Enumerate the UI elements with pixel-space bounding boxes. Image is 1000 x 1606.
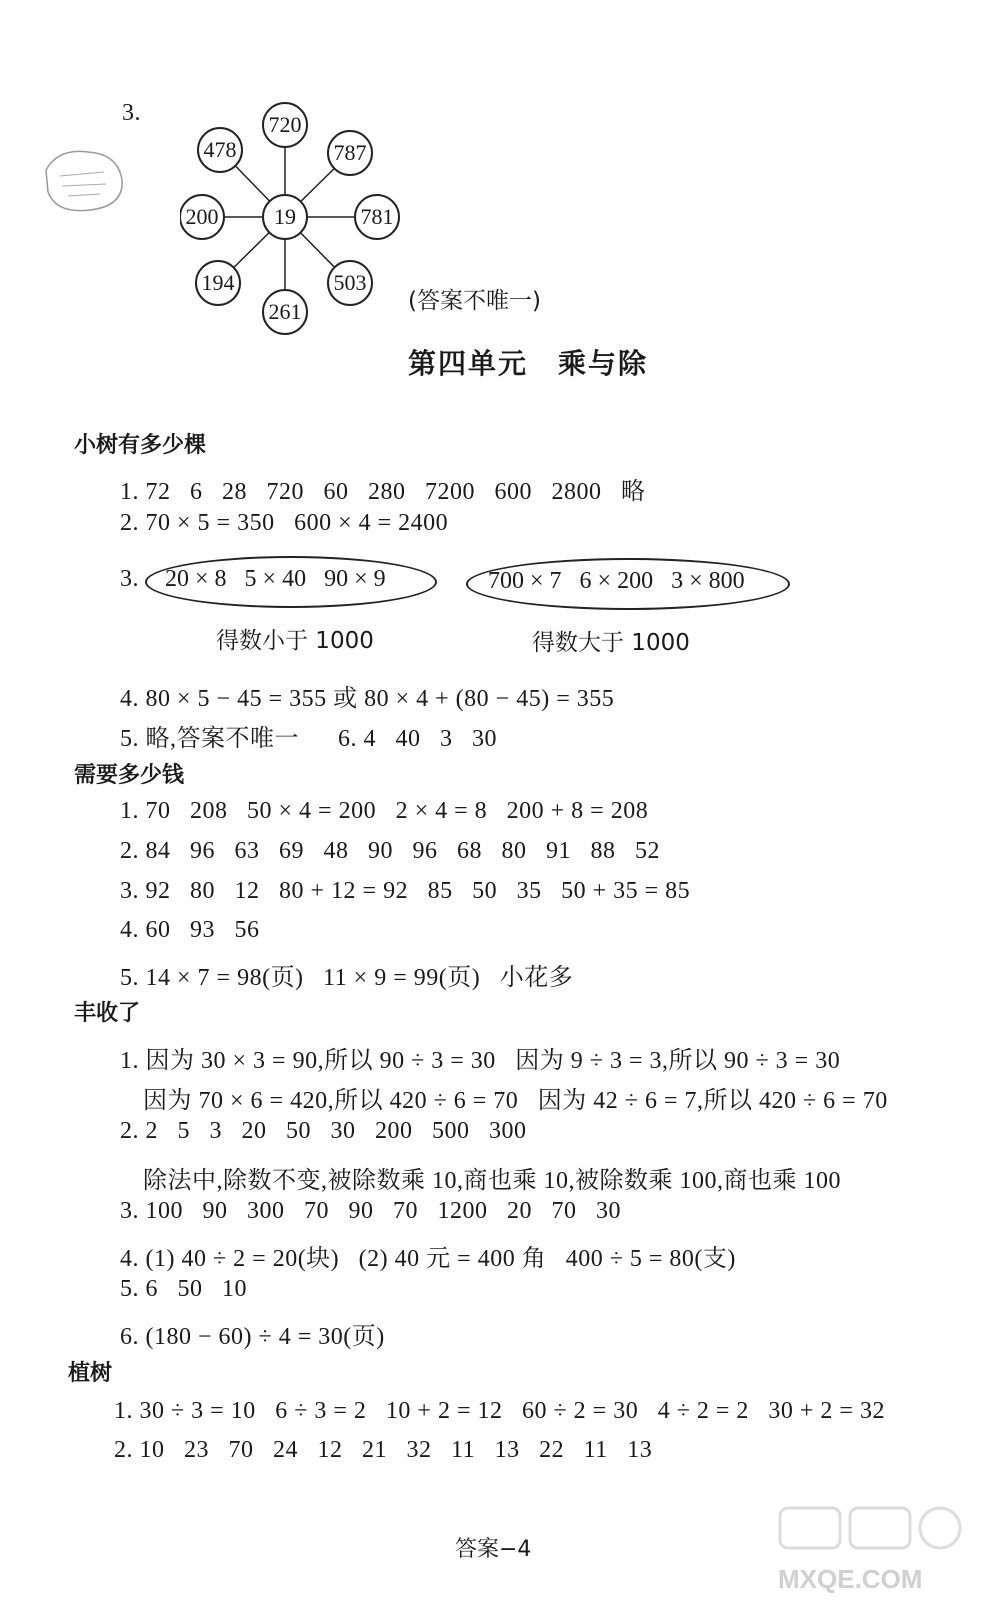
svg-text:720: 720 — [268, 112, 302, 137]
diagram-outer-node — [328, 131, 372, 175]
problem-3-label: 3. — [122, 100, 141, 126]
page-footer: 答案−4 — [455, 1537, 532, 1562]
s2-line-1: 1. 70 208 50 × 4 = 200 2 × 4 = 8 200 + 8 = 208 — [120, 798, 649, 824]
svg-text:19: 19 — [274, 204, 296, 229]
oval-left-text: 20 × 8 5 × 40 90 × 9 — [165, 566, 386, 592]
s3-line-4: 4. (1) 40 ÷ 2 = 20(块) (2) 40 元 = 400 角 400 ÷ 5 = 80(支) — [120, 1246, 736, 1272]
section-title-4: 植树 — [68, 1361, 113, 1386]
caption-greater-than-1000: 得数大于 1000 — [532, 630, 690, 656]
svg-text:200: 200 — [185, 204, 219, 229]
diagram-outer-node — [198, 128, 242, 172]
watermark-logo — [750, 1506, 980, 1596]
s1-line-1: 1. 72 6 28 720 60 280 7200 600 2800 略 — [120, 479, 646, 505]
s3-line-1: 1. 因为 30 × 3 = 90,所以 90 ÷ 3 = 30 因为 9 ÷ 3 = 3,所以 90 ÷ 3 = 30 — [120, 1048, 841, 1074]
s2-line-4: 4. 60 93 56 — [120, 917, 260, 943]
s1-line-3-label: 3. — [120, 566, 139, 592]
number-star-diagram — [180, 95, 420, 335]
s2-line-2: 2. 84 96 63 69 48 90 96 68 80 91 88 52 — [120, 838, 660, 864]
section-title-1: 小树有多少棵 — [74, 433, 207, 458]
s3-line-1b: 因为 70 × 6 = 420,所以 420 ÷ 6 = 70 因为 42 ÷ 6 = 7,所以 420 ÷ 6 = 70 — [143, 1088, 888, 1114]
unit-title: 第四单元 乘与除 — [408, 347, 649, 380]
s3-line-6: 6. (180 − 60) ÷ 4 = 30(页) — [120, 1324, 385, 1350]
s1-line-4: 4. 80 × 5 − 45 = 355 或 80 × 4 + (80 − 45) = 355 — [120, 686, 615, 712]
section-title-2: 需要多少钱 — [74, 763, 185, 788]
caption-less-than-1000: 得数小于 1000 — [216, 628, 374, 654]
s1-line-5: 5. 略,答案不唯一 6. 4 40 3 30 — [120, 726, 497, 752]
s1-line-2: 2. 70 × 5 = 350 600 × 4 = 2400 — [120, 510, 449, 536]
svg-text:787: 787 — [333, 140, 367, 165]
note-not-unique: (答案不唯一) — [408, 288, 541, 314]
s4-line-1: 1. 30 ÷ 3 = 10 6 ÷ 3 = 2 10 + 2 = 12 60 ÷ 2 = 30 4 ÷ 2 = 2 30 + 2 = 32 — [114, 1398, 885, 1424]
s3-line-2: 2. 2 5 3 20 50 30 200 500 300 — [120, 1118, 527, 1144]
watermark-text: MXQE.COM — [778, 1564, 923, 1594]
s2-line-5: 5. 14 × 7 = 98(页) 11 × 9 = 99(页) 小花多 — [120, 965, 574, 991]
diagram-outer-node — [355, 195, 399, 239]
svg-text:478: 478 — [203, 137, 237, 162]
diagram-outer-node — [180, 195, 224, 239]
section-title-3: 丰收了 — [74, 1001, 141, 1026]
oval-right-text: 700 × 7 6 × 200 3 × 800 — [488, 568, 745, 594]
diagram-outer-node — [328, 261, 372, 305]
svg-text:503: 503 — [333, 270, 367, 295]
s3-line-3: 3. 100 90 300 70 90 70 1200 20 70 30 — [120, 1198, 621, 1224]
diagram-outer-node — [263, 290, 307, 334]
svg-text:194: 194 — [201, 270, 235, 295]
s2-line-3: 3. 92 80 12 80 + 12 = 92 85 50 35 50 + 35 = 85 — [120, 878, 691, 904]
diagram-outer-node — [263, 103, 307, 147]
s3-line-2b: 除法中,除数不变,被除数乘 10,商也乘 10,被除数乘 100,商也乘 100 — [143, 1168, 841, 1194]
s4-line-2: 2. 10 23 70 24 12 21 32 11 13 22 11 13 — [114, 1437, 653, 1463]
stamp-graphic — [38, 140, 128, 220]
s3-line-5: 5. 6 50 10 — [120, 1276, 247, 1302]
svg-text:781: 781 — [360, 204, 394, 229]
diagram-outer-node — [196, 261, 240, 305]
svg-text:261: 261 — [268, 299, 302, 324]
diagram-center-node — [263, 195, 307, 239]
